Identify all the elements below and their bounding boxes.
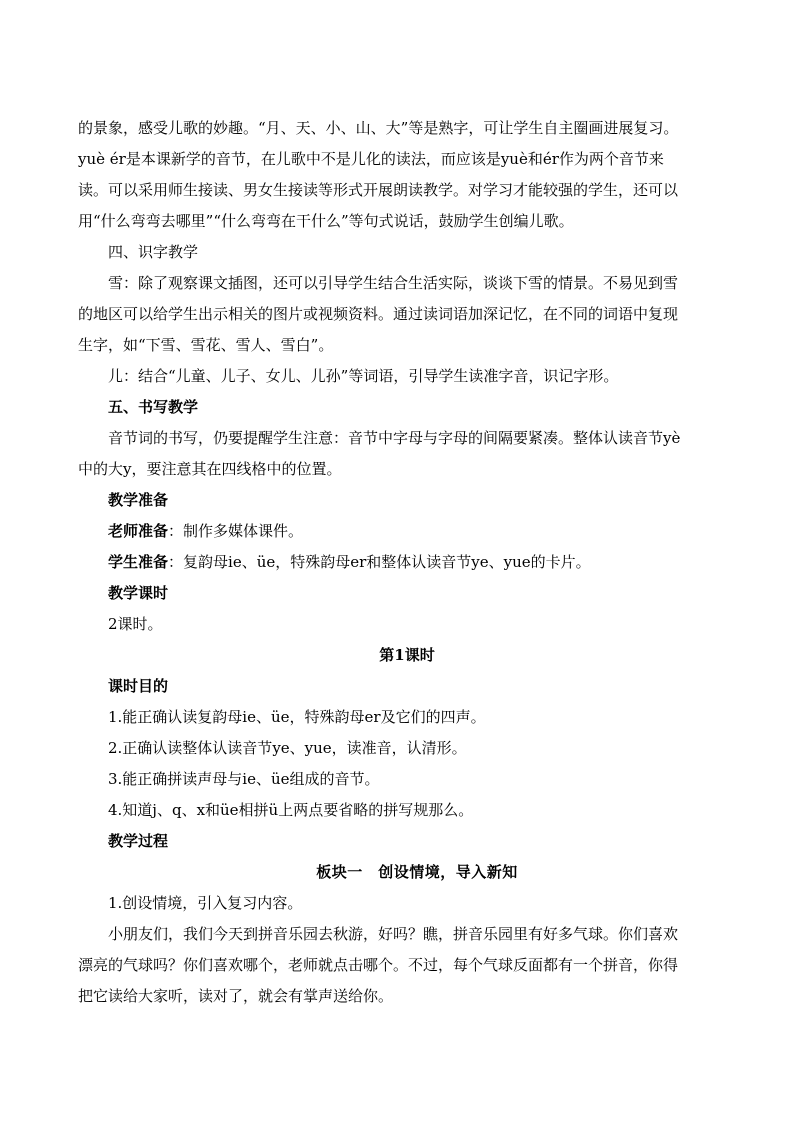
section-four: [78, 237, 728, 392]
text-line: 把它读给大家听，读对了，就会有掌声送给你。: [78, 987, 394, 1005]
section-heading-five: 五、书写教学: [108, 398, 199, 416]
text-line: 生字，如“下雪、雪花、雪人、雪白”。: [78, 336, 334, 354]
document-page: [78, 113, 728, 1012]
teacher-text: ：制作多媒体课件。: [168, 522, 304, 540]
section-heading-four: 四、识字教学: [108, 243, 199, 261]
step-one: 1.创设情境，引入复习内容。: [108, 894, 303, 912]
text-line: yuè ér是本课新学的音节，在儿歌中不是儿化的读法，而应该是yuè和ér作为两个音节来: [78, 150, 664, 168]
section-five: [78, 392, 728, 485]
preparation-heading: 教学准备: [108, 491, 169, 509]
student-preparation: [78, 547, 728, 578]
text-line: 漂亮的气球吗？你们喜欢哪个，老师就点击哪个。不过，每个气球反面都有一个拼音，你得: [78, 956, 679, 974]
text-line: 音节词的书写，仍要提醒学生注意：音节中字母与字母的间隔要紧凑。整体认读音节yè: [108, 429, 681, 447]
text-line: 雪：除了观察课文插图，还可以引导学生结合生活实际，谈谈下雪的情景。不易见到雪: [108, 274, 679, 292]
teacher-preparation: [78, 516, 728, 547]
teacher-label: 老师准备: [108, 522, 169, 540]
text-line: 儿：结合“儿童、儿子、女儿、儿孙”等词语，引导学生读准字音，识记字形。: [108, 367, 619, 385]
text-line: 用“什么弯弯去哪里”“什么弯弯在干什么”等句式说话，鼓励学生创编儿歌。: [78, 212, 574, 230]
lesson-title: 第1课时: [379, 646, 435, 664]
goal-item: 3.能正确拼读声母与ie、üe组成的音节。: [108, 770, 380, 788]
periods-heading: 教学课时: [108, 584, 169, 602]
block-title: 板块一 创设情境，导入新知: [316, 863, 518, 881]
periods-text: 2课时。: [108, 615, 163, 633]
text-line: 读。可以采用师生接读、男女生接读等形式开展朗读教学。对学习才能较强的学生，还可以: [78, 181, 679, 199]
goal-item: 1.能正确认读复韵母ie、üe，特殊韵母er及它们的四声。: [108, 708, 486, 726]
text-line: 的景象，感受儿歌的妙趣。“月、天、小、山、大”等是熟字，可让学生自主圈画进展复习。: [78, 119, 679, 137]
text-line: 中的大y，要注意其在四线格中的位置。: [78, 460, 342, 478]
periods-section: [78, 578, 728, 640]
text-line: 的地区可以给学生出示相关的图片或视频资料。通过读词语加深记忆，在不同的词语中复现: [78, 305, 679, 323]
process-heading: 教学过程: [108, 832, 169, 850]
paragraph-continue: [78, 113, 728, 237]
preparation-section: [78, 485, 728, 578]
student-text: ：复韵母ie、üe，特殊韵母er和整体认读音节ye、yue的卡片。: [168, 553, 591, 571]
goal-item: 4.知道j、q、x和üe相拼ü上两点要省略的拼写规那么。: [108, 801, 474, 819]
goal-item: 2.正确认读整体认读音节ye、yue，读准音，认清形。: [108, 739, 467, 757]
student-label: 学生准备: [108, 553, 169, 571]
goals-heading: 课时目的: [108, 677, 169, 695]
text-line: 小朋友们，我们今天到拼音乐园去秋游，好吗？瞧，拼音乐园里有好多气球。你们喜欢: [108, 925, 679, 943]
lesson-one: [78, 640, 728, 1012]
